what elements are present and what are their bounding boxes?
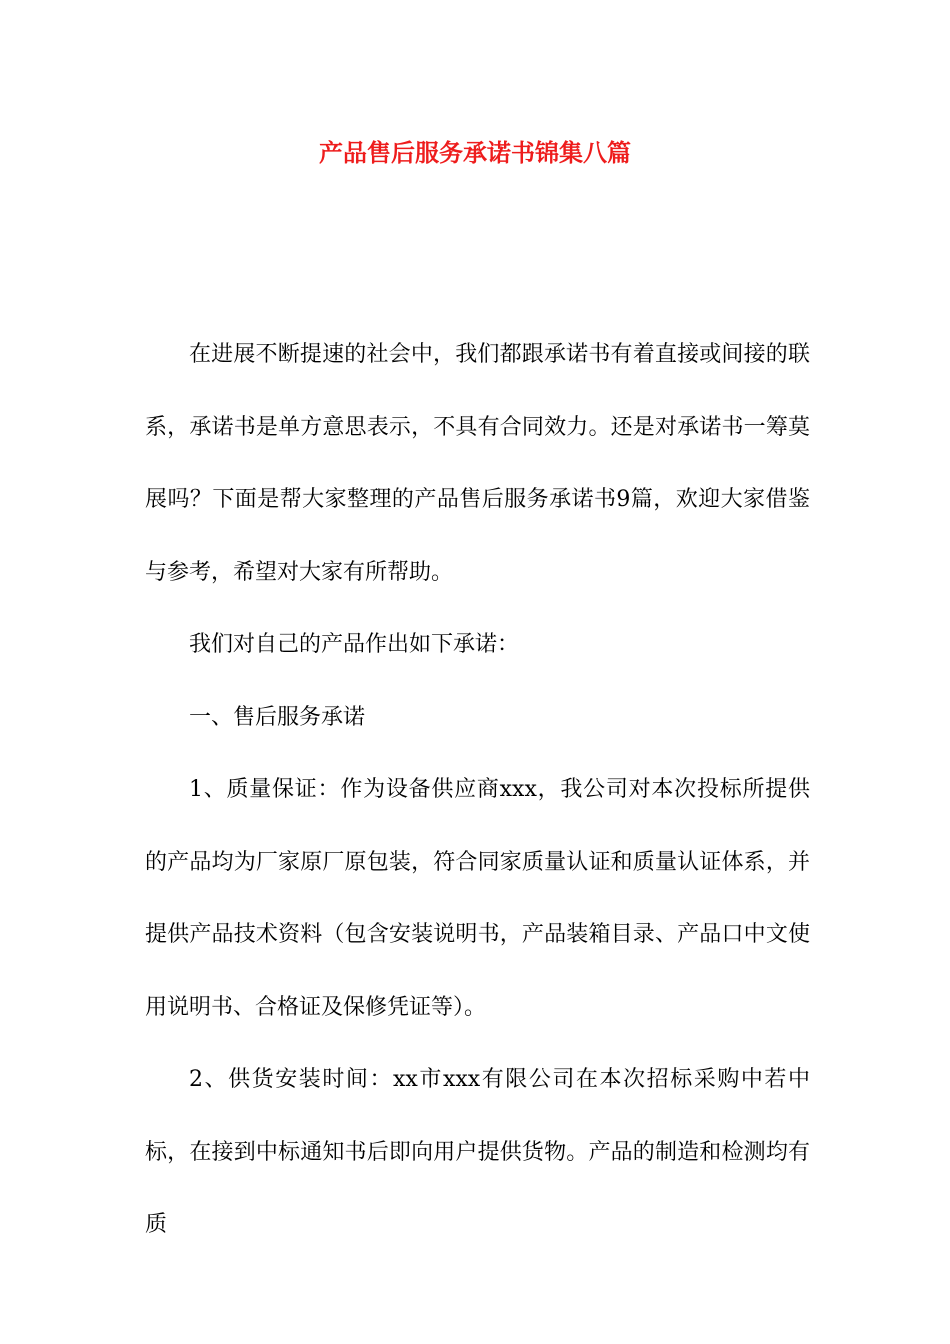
paragraph-commitment-lead: 我们对自己的产品作出如下承诺： — [189, 632, 520, 657]
paragraph-quality-guarantee: 1、质量保证：作为设备供应商xxx，我公司对本次投标所提供的产品均为厂家原厂原包装，符合同家质量认证和质量认证体系，并提供产品技术资料（包含安装说明书，产品装箱目录、产品口中文使用说明书、合格证及保修凭证等）。 — [145, 777, 810, 1020]
section-heading-after-sales: 一、售后服务承诺 — [189, 704, 366, 730]
document-body — [145, 319, 810, 1262]
document-title: 产品售后服务承诺书锦集八篇 — [319, 139, 631, 167]
paragraph-intro: 在进展不断提速的社会中，我们都跟承诺书有着直接或间接的联系，承诺书是单方意思表示，不具有合同效力。还是对承诺书一筹莫展吗？下面是帮大家整理的产品售后服务承诺书9篇，欢迎大家借鉴与参考，希望对大家有所帮助。 — [145, 342, 810, 585]
paragraph-delivery-time: 2、供货安装时间：xx市xxx有限公司在本次招标采购中若中标，在接到中标通知书后即向用户提供货物。产品的制造和检测均有质 — [145, 1067, 810, 1237]
